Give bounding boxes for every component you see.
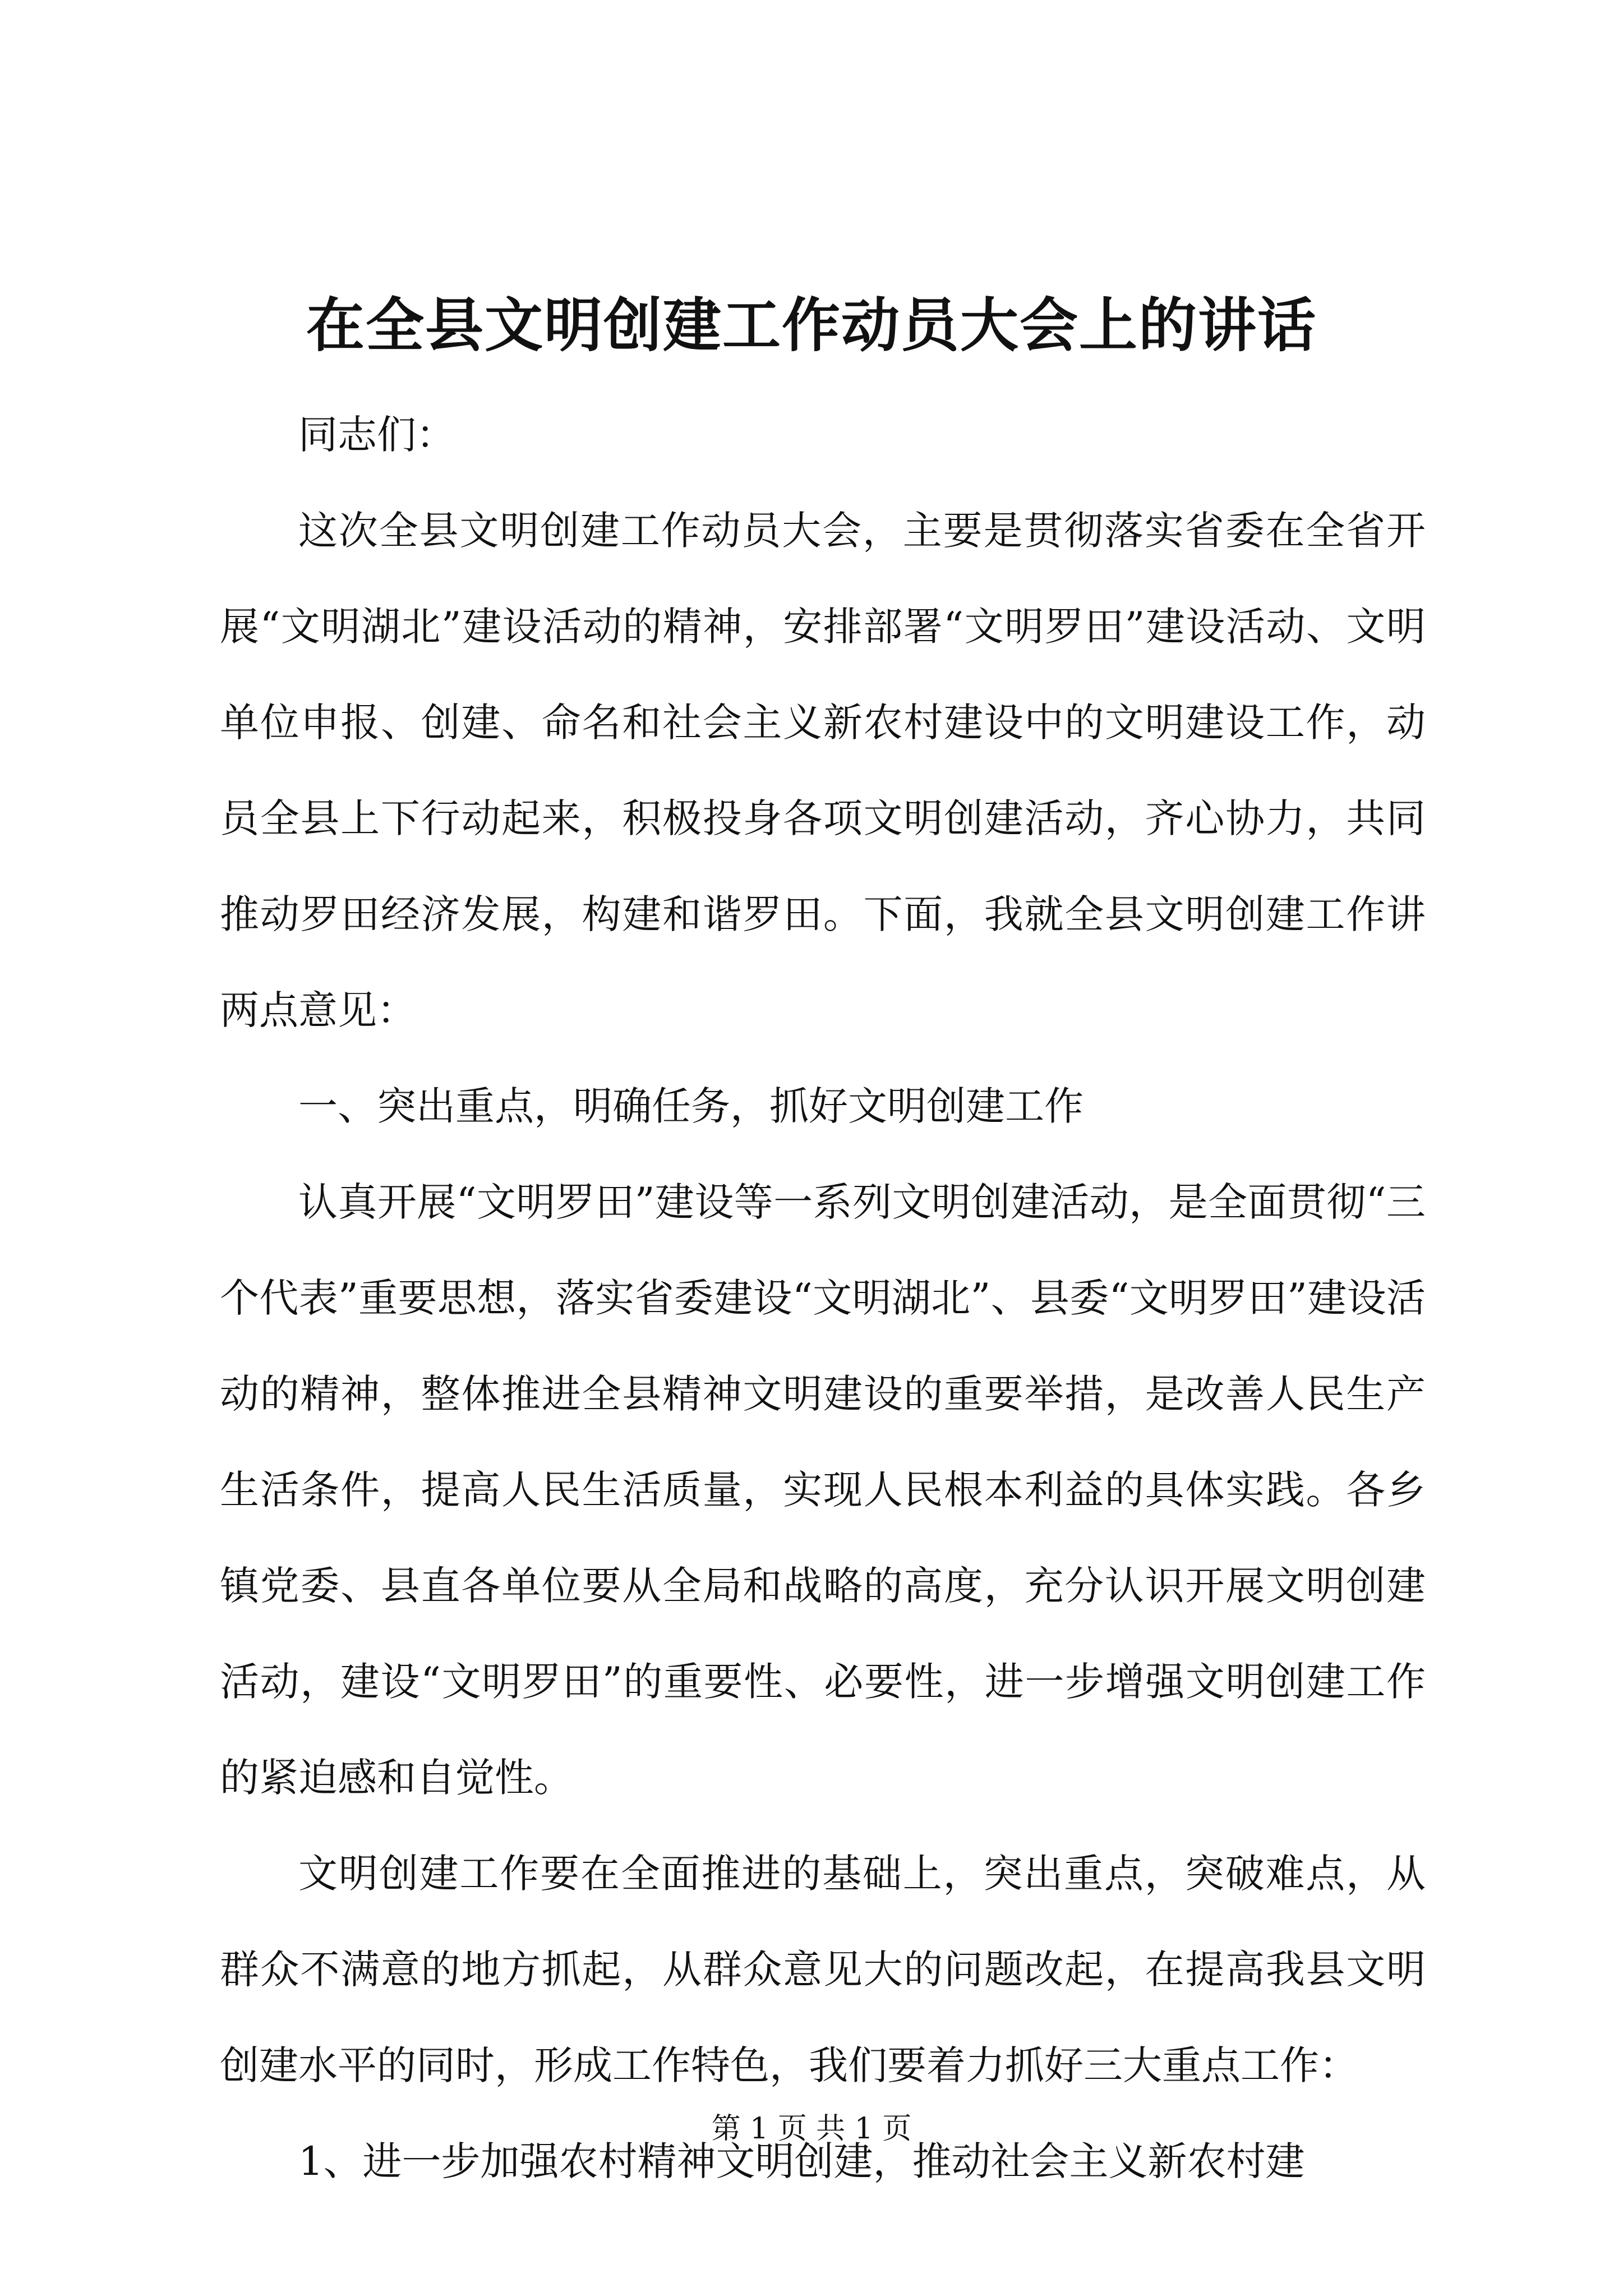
intro-paragraph: 这次全县文明创建工作动员大会，主要是贯彻落实省委在全省开展“文明湖北”建设活动的精神，安排部署“文明罗田”建设活动、文明单位申报、创建、命名和社会主义新农村建设中的文明建设工作，动员全县上下行动起来，积极投身各项文明创建活动，齐心协力，共同推动罗田经济发展，构建和谐罗田。下面，我就全县文明创建工作讲两点意见： bbox=[220, 508, 1426, 1033]
body-paragraph: 文明创建工作要在全面推进的基础上，突出重点，突破难点，从群众不满意的地方抓起，从群众意见大的问题改起，在提高我县文明创建水平的同时，形成工作特色，我们要着力抓好三大重点工作： bbox=[220, 1851, 1426, 2088]
section-heading: 一、突出重点，明确任务，抓好文明创建工作 bbox=[298, 1083, 1083, 1129]
body-paragraph: 认真开展“文明罗田”建设等一系列文明创建活动，是全面贯彻“三个代表”重要思想，落实省委建设“文明湖北”、县委“文明罗田”建设活动的精神，整体推进全县精神文明建设的重要举措，是改善人民生产生活条件，提高人民生活质量，实现人民根本利益的具体实践。各乡镇党委、县直各单位要从全局和战略的高度，充分认识开展文明创建活动，建设“文明罗田”的重要性、必要性，进一步增强文明创建工作的紧迫感和自觉性。 bbox=[220, 1179, 1426, 1801]
document-body bbox=[220, 387, 1426, 2210]
page-footer: 第 1 页 共 1 页 bbox=[711, 2112, 912, 2146]
document-title: 在全县文明创建工作动员大会上的讲话 bbox=[306, 291, 1317, 360]
list-item-paragraph: 1、进一步加强农村精神文明创建，推动社会主义新农村建 bbox=[298, 2138, 1305, 2184]
greeting-paragraph: 同志们： bbox=[298, 412, 455, 458]
